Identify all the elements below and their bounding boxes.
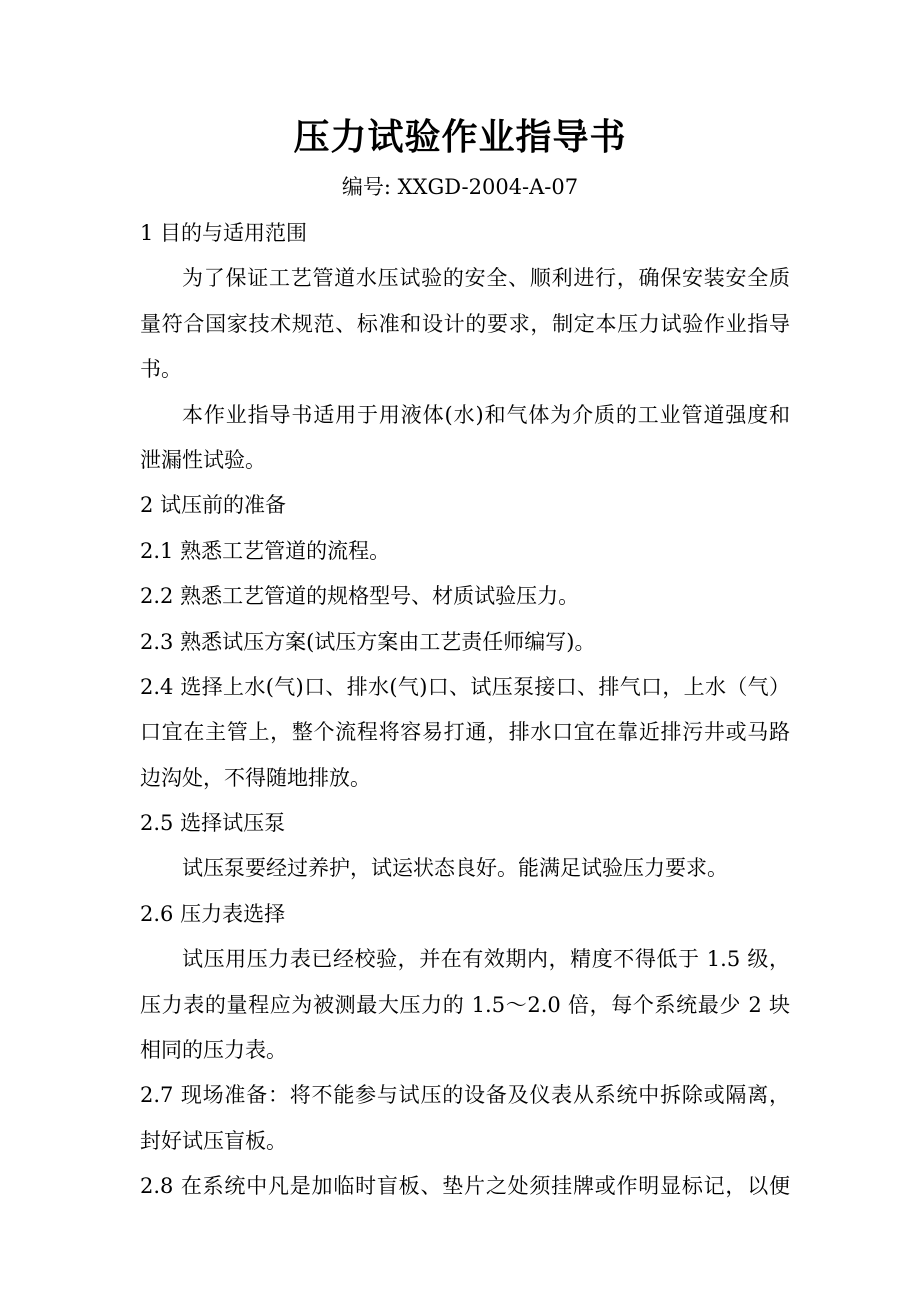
- paragraph-line: 试压用压力表已经校验，并在有效期内，精度不得低于 1.5 级，: [182, 947, 790, 972]
- item-2-7: 2.7 现场准备：将不能参与试压的设备及仪表从系统中拆除或隔离，: [140, 1083, 790, 1108]
- paragraph-line: 泄漏性试验。: [140, 447, 266, 472]
- item-2-1: 2.1 熟悉工艺管道的流程。: [140, 538, 391, 563]
- section-heading-2: 2 试压前的准备: [140, 493, 287, 518]
- item-2-2: 2.2 熟悉工艺管道的规格型号、材质试验压力。: [140, 584, 580, 609]
- paragraph-line: 本作业指导书适用于用液体(水)和气体为介质的工业管道强度和: [182, 402, 790, 427]
- document-number: 编号: XXGD-2004-A-07: [341, 175, 579, 199]
- item-2-8: 2.8 在系统中凡是加临时盲板、垫片之处须挂牌或作明显标记，以便: [140, 1174, 790, 1199]
- item-2-5: 2.5 选择试压泵: [140, 811, 286, 836]
- document-body: [140, 211, 790, 1210]
- paragraph-line: 量符合国家技术规范、标准和设计的要求，制定本压力试验作业指导: [140, 311, 790, 336]
- paragraph-line: 试压泵要经过养护，试运状态良好。能满足试验压力要求。: [182, 856, 728, 881]
- document-title: 压力试验作业指导书: [293, 116, 627, 158]
- paragraph-line: 口宜在主管上，整个流程将容易打通，排水口宜在靠近排污井或马路: [140, 720, 790, 745]
- section-heading-1: 1 目的与适用范围: [140, 221, 308, 245]
- paragraph-line: 边沟处，不得随地排放。: [140, 765, 371, 790]
- paragraph-line: 书。: [140, 357, 182, 382]
- paragraph-line: 为了保证工艺管道水压试验的安全、顺利进行，确保安装安全质: [182, 266, 790, 291]
- paragraph-line: 封好试压盲板。: [140, 1128, 287, 1153]
- paragraph-line: 相同的压力表。: [140, 1038, 287, 1063]
- item-2-3: 2.3 熟悉试压方案(试压方案由工艺责任师编写)。: [140, 629, 596, 654]
- item-2-4: 2.4 选择上水(气)口、排水(气)口、试压泵接口、排气口，上水（气）: [140, 674, 790, 699]
- item-2-6: 2.6 压力表选择: [140, 901, 286, 926]
- paragraph-line: 压力表的量程应为被测最大压力的 1.5～2.0 倍，每个系统最少 2 块: [140, 992, 790, 1017]
